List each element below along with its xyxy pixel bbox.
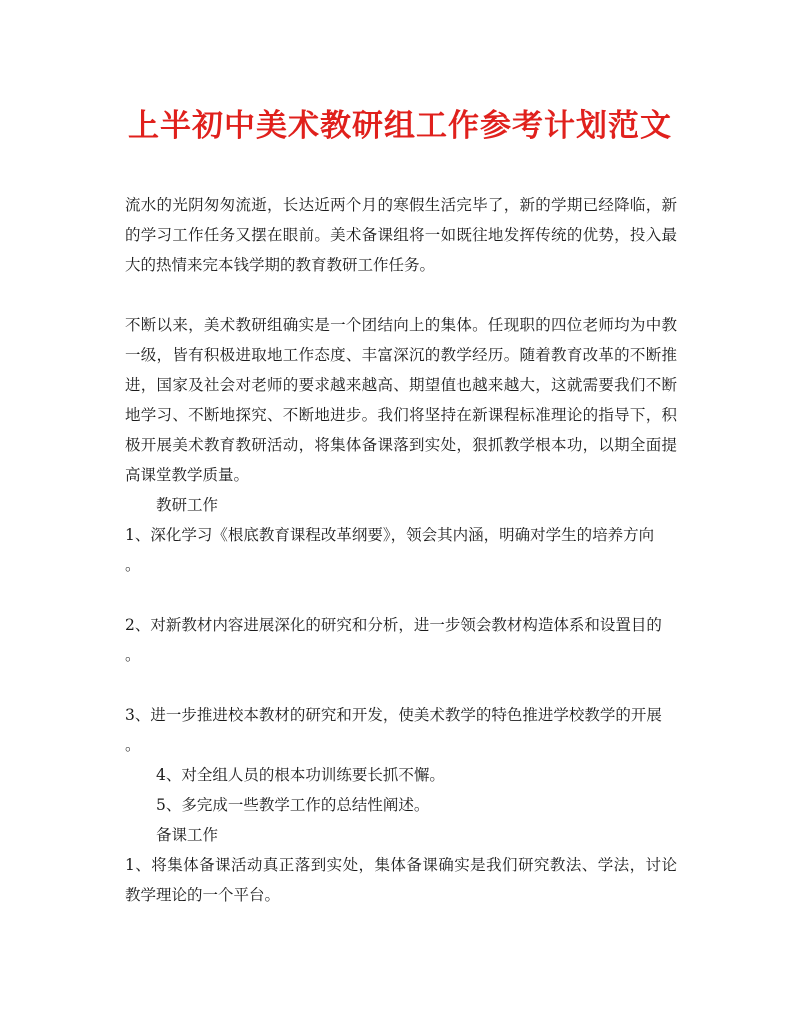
paragraph-spacer [125,670,677,700]
list-item-1: 1、深化学习《根底教育课程改革纲要》，领会其内涵，明确对学生的培养方向 [125,526,655,544]
document-title: 上半初中美术教研组工作参考计划范文 [128,108,672,144]
list-item-2-tail: 。 [125,646,141,664]
document-body [125,190,677,910]
section-heading-research: 教研工作 [156,496,219,514]
list-item-1-tail: 。 [125,556,141,574]
list-item-5: 5、多完成一些教学工作的总结性阐述。 [156,796,430,814]
list-item-6: 1、将集体备课活动真正落到实处，集体备课确实是我们研究教法、学法，讨论教学理论的一个平台。 [125,856,677,904]
section-heading-lesson-prep: 备课工作 [156,826,219,844]
paragraph-spacer [125,580,677,610]
list-item-2: 2、对新教材内容进展深化的研究和分析，进一步领会教材构造体系和设置目的 [125,616,662,634]
paragraph-spacer [125,280,677,310]
background-paragraph: 不断以来，美术教研组确实是一个团结向上的集体。任现职的四位老师均为中教一级，皆有积极进取地工作态度、丰富深沉的教学经历。随着教育改革的不断推进，国家及社会对老师的要求越来越高、期望值也越来越大，这就需要我们不断地学习、不断地探究、不断地进步。我们将坚持在新课程标准理论的指导下，积极开展美术教育教研活动，将集体备课落到实处，狠抓教学根本功，以期全面提高课堂教学质量。 [125,316,677,484]
intro-paragraph: 流水的光阴匆匆流逝，长达近两个月的寒假生活完毕了，新的学期已经降临，新的学习工作任务又摆在眼前。美术备课组将一如既往地发挥传统的优势，投入最大的热情来完本钱学期的教育教研工作任务。 [125,196,677,274]
list-item-3: 3、进一步推进校本教材的研究和开发，使美术教学的特色推进学校教学的开展 [125,706,662,724]
list-item-3-tail: 。 [125,736,141,754]
list-item-4: 4、对全组人员的根本功训练要长抓不懈。 [156,766,445,784]
